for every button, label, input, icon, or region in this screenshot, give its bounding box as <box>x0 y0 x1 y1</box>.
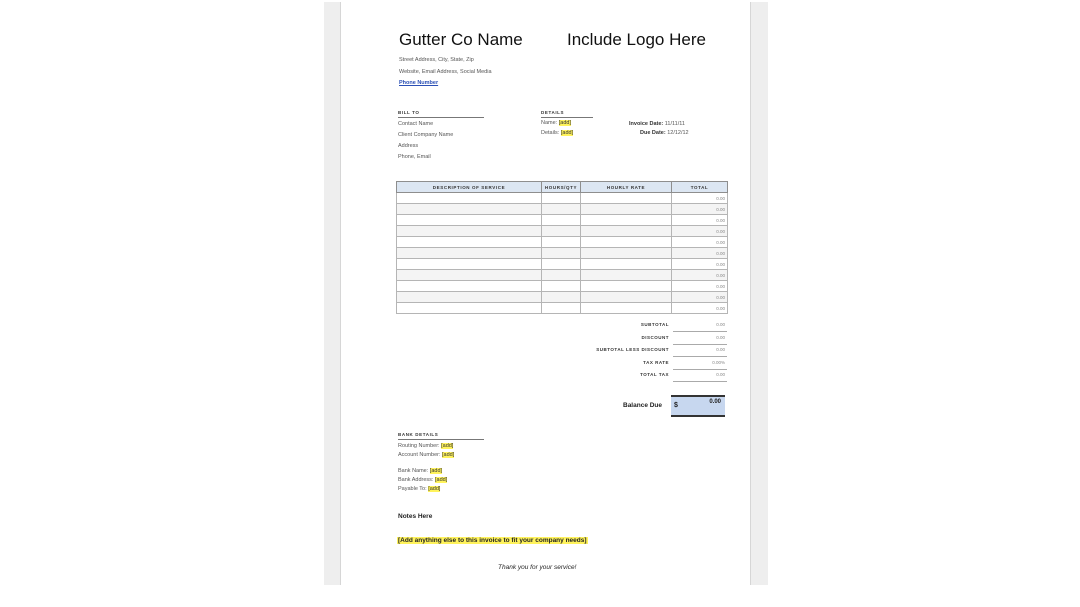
hours-cell[interactable] <box>542 259 581 270</box>
table-row <box>397 281 728 292</box>
hours-cell[interactable] <box>542 270 581 281</box>
bank-details-heading: BANK DETAILS <box>398 432 439 437</box>
details-name-label: Name: <box>541 120 558 126</box>
column-header-total: TOTAL <box>672 182 728 193</box>
rate-cell[interactable] <box>581 193 672 204</box>
table-row <box>397 226 728 237</box>
details-name-row <box>541 120 571 126</box>
total-cell: 0.00 <box>672 303 728 314</box>
description-cell[interactable] <box>397 270 542 281</box>
total-cell: 0.00 <box>672 259 728 270</box>
total-cell: 0.00 <box>672 281 728 292</box>
table-row <box>397 259 728 270</box>
bank-account-placeholder: [add] <box>442 452 455 458</box>
description-cell[interactable] <box>397 237 542 248</box>
bank-payable-label: Payable To: <box>398 486 427 492</box>
bank-address-label: Bank Address: <box>398 477 434 483</box>
bill-to-address: Address <box>398 143 419 149</box>
details-details-row <box>541 130 573 136</box>
bank-routing-row <box>398 443 453 449</box>
table-header-row <box>397 182 728 193</box>
services-table <box>396 181 728 314</box>
hours-cell[interactable] <box>542 248 581 259</box>
bank-address-placeholder: [add] <box>435 477 448 483</box>
balance-due-label: Balance Due <box>623 402 663 409</box>
total-cell: 0.00 <box>672 215 728 226</box>
balance-due-box <box>671 395 725 417</box>
total-cell: 0.00 <box>672 193 728 204</box>
bank-routing-placeholder: [add] <box>441 443 454 449</box>
summary-value: 0.00 <box>716 372 725 377</box>
summary-value: 0.00 <box>716 322 725 327</box>
balance-currency: $ <box>674 402 678 409</box>
summary-row-subtotal-less-discount <box>571 345 727 357</box>
rate-cell[interactable] <box>581 204 672 215</box>
hours-cell[interactable] <box>542 237 581 248</box>
bill-to-heading: BILL TO <box>398 110 420 115</box>
rate-cell[interactable] <box>581 237 672 248</box>
details-heading: DETAILS <box>541 110 565 115</box>
rate-cell[interactable] <box>581 270 672 281</box>
rate-cell[interactable] <box>581 303 672 314</box>
summary-label: SUBTOTAL <box>640 322 669 327</box>
logo-placeholder: Include Logo Here <box>567 30 706 49</box>
company-contact: Website, Email Address, Social Media <box>399 69 492 75</box>
column-header-rate: HOURLY RATE <box>581 182 672 193</box>
summary-underline <box>673 331 727 332</box>
rate-cell[interactable] <box>581 248 672 259</box>
description-cell[interactable] <box>397 248 542 259</box>
invoice-date-row <box>629 121 685 127</box>
bank-name-label: Bank Name: <box>398 468 429 474</box>
summary-label: TAX RATE <box>643 360 669 365</box>
bill-to-rule <box>398 117 484 118</box>
table-row <box>397 215 728 226</box>
notes-title: Notes Here <box>398 513 433 520</box>
rate-cell[interactable] <box>581 281 672 292</box>
hours-cell[interactable] <box>542 226 581 237</box>
hours-cell[interactable] <box>542 193 581 204</box>
total-cell: 0.00 <box>672 270 728 281</box>
table-row <box>397 237 728 248</box>
description-cell[interactable] <box>397 281 542 292</box>
summary-value: 0.00 <box>716 347 725 352</box>
summary-row-tax-rate <box>571 358 727 370</box>
company-address: Street Address, City, State, Zip <box>399 57 474 63</box>
total-cell: 0.00 <box>672 248 728 259</box>
hours-cell[interactable] <box>542 281 581 292</box>
hours-cell[interactable] <box>542 215 581 226</box>
summary-row-subtotal <box>571 320 727 332</box>
details-details-placeholder: [add] <box>560 130 574 136</box>
summary-row-discount <box>571 333 727 345</box>
bill-to-phone: Phone, Email <box>398 154 431 160</box>
balance-due-value: 0.00 <box>709 399 721 405</box>
bank-name-placeholder: [add] <box>429 468 443 474</box>
company-phone-link[interactable]: Phone Number <box>399 80 439 86</box>
hours-cell[interactable] <box>542 303 581 314</box>
details-details-label: Details: <box>541 130 560 136</box>
bank-account-row <box>398 452 454 458</box>
summary-value: 0.00 <box>716 335 725 340</box>
summary-label: SUBTOTAL LESS DISCOUNT <box>596 347 669 352</box>
description-cell[interactable] <box>397 259 542 270</box>
bill-to-contact: Contact Name <box>398 121 434 127</box>
total-cell: 0.00 <box>672 237 728 248</box>
summary-value: 0.00% <box>712 360 725 365</box>
bank-routing-label: Routing Number: <box>398 443 440 449</box>
details-name-placeholder: [add] <box>558 120 571 126</box>
column-header-hours: HOURS/QTY <box>542 182 581 193</box>
details-rule <box>541 117 593 118</box>
due-date-label: Due Date: <box>640 130 666 136</box>
summary-label: DISCOUNT <box>641 335 669 340</box>
bank-details-rule <box>398 439 484 440</box>
due-date-value: 12/12/12 <box>667 130 689 136</box>
table-row <box>397 292 728 303</box>
bank-account-label: Account Number: <box>398 452 441 458</box>
total-cell: 0.00 <box>672 292 728 303</box>
description-cell[interactable] <box>397 204 542 215</box>
table-row <box>397 204 728 215</box>
hours-cell[interactable] <box>542 292 581 303</box>
column-header-description: DESCRIPTION OF SERVICE <box>397 182 542 193</box>
total-cell: 0.00 <box>672 204 728 215</box>
table-row <box>397 303 728 314</box>
description-cell[interactable] <box>397 226 542 237</box>
table-row <box>397 193 728 204</box>
table-row <box>397 248 728 259</box>
description-cell[interactable] <box>397 215 542 226</box>
summary-label: TOTAL TAX <box>640 372 669 377</box>
company-name: Gutter Co Name <box>399 30 523 49</box>
summary-underline <box>673 356 727 357</box>
description-cell[interactable] <box>397 292 542 303</box>
bill-to-company: Client Company Name <box>398 132 454 138</box>
invoice-date-label: Invoice Date: <box>629 121 664 127</box>
hours-cell[interactable] <box>542 204 581 215</box>
rate-cell[interactable] <box>581 215 672 226</box>
invoice-page <box>340 2 751 585</box>
total-cell: 0.00 <box>672 226 728 237</box>
rate-cell[interactable] <box>581 292 672 303</box>
description-cell[interactable] <box>397 193 542 204</box>
table-row <box>397 270 728 281</box>
invoice-date-value: 11/11/11 <box>664 121 685 127</box>
rate-cell[interactable] <box>581 259 672 270</box>
rate-cell[interactable] <box>581 226 672 237</box>
bank-payable-row <box>398 486 440 492</box>
thank-you-message: Thank you for your service! <box>498 564 577 571</box>
summary-underline <box>673 381 727 382</box>
summary-row-total-tax <box>571 370 727 382</box>
bank-address-row <box>398 477 447 483</box>
description-cell[interactable] <box>397 303 542 314</box>
bank-payable-placeholder: [add] <box>428 486 441 492</box>
notes-body: [Add anything else to this invoice to fit your company needs] <box>398 537 587 544</box>
due-date-row <box>640 130 689 136</box>
bank-name-row <box>398 468 442 474</box>
